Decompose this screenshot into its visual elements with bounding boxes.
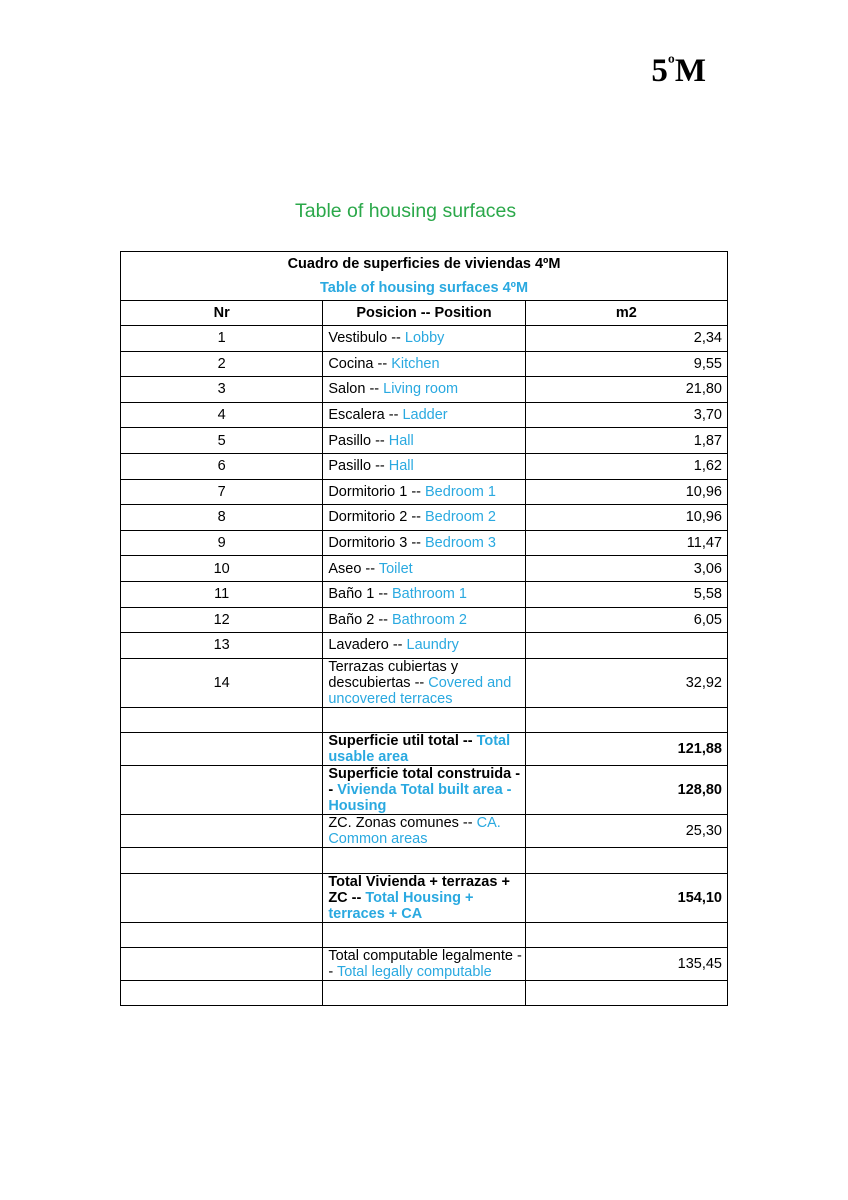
position-label-es: Superficie total construida -- — [328, 766, 521, 799]
row-position — [323, 922, 525, 947]
position-label-es: Terrazas cubiertas y descubiertas -- — [328, 658, 459, 691]
row-area-m2: 21,80 — [525, 377, 727, 403]
position-label-en: Lobby — [404, 330, 445, 347]
row-number: 2 — [121, 351, 323, 377]
column-header-m2: m2 — [525, 301, 727, 326]
row-position — [323, 947, 525, 980]
row-number — [121, 848, 323, 874]
table-row — [121, 351, 728, 377]
row-area-m2: 121,88 — [525, 733, 727, 766]
row-number: 5 — [121, 428, 323, 454]
row-number — [121, 733, 323, 766]
row-area-m2: 135,45 — [525, 947, 727, 980]
row-area-m2: 3,06 — [525, 556, 727, 582]
row-number: 10 — [121, 556, 323, 582]
surfaces-rows — [121, 326, 728, 1006]
row-position — [323, 428, 525, 454]
page-title-letter: M — [674, 53, 706, 89]
row-area-m2: 3,70 — [525, 402, 727, 428]
row-position — [323, 607, 525, 633]
row-area-m2: 9,55 — [525, 351, 727, 377]
table-title-row-es — [121, 252, 728, 277]
row-position — [323, 556, 525, 582]
position-label-en: Ladder — [402, 407, 448, 424]
table-row — [121, 633, 728, 659]
table-row — [121, 453, 728, 479]
position-label-en: Total Housing + terraces + CA — [328, 889, 474, 922]
row-area-m2 — [525, 707, 727, 733]
row-area-m2: 2,34 — [525, 326, 727, 352]
page-title — [651, 52, 706, 90]
row-area-m2 — [525, 922, 727, 947]
position-label-en: Bedroom 3 — [425, 535, 496, 552]
position-label-es: Baño 2 -- — [328, 611, 392, 628]
row-number: 9 — [121, 530, 323, 556]
position-label-es: Superficie util total -- — [328, 733, 477, 750]
row-number: 7 — [121, 479, 323, 505]
position-label-es: Aseo -- — [328, 560, 379, 577]
row-position — [323, 633, 525, 659]
table-row — [121, 479, 728, 505]
row-area-m2: 10,96 — [525, 505, 727, 531]
table-row — [121, 607, 728, 633]
row-area-m2: 11,47 — [525, 530, 727, 556]
row-area-m2: 32,92 — [525, 658, 727, 707]
row-position — [323, 766, 525, 815]
row-number: 8 — [121, 505, 323, 531]
row-position — [323, 351, 525, 377]
position-label-es: Pasillo -- — [328, 458, 389, 475]
row-area-m2: 154,10 — [525, 873, 727, 922]
row-number — [121, 922, 323, 947]
row-area-m2: 6,05 — [525, 607, 727, 633]
page-title-number: 5 — [651, 53, 668, 89]
table-row — [121, 530, 728, 556]
position-label-en: Toilet — [378, 560, 413, 577]
position-label-es: Lavadero -- — [328, 637, 407, 654]
surfaces-table-body — [121, 252, 728, 326]
table-title-en: Table of housing surfaces 4ºM — [121, 276, 728, 301]
spacer-row — [121, 848, 728, 874]
row-position — [323, 873, 525, 922]
position-label-es: Dormitorio 2 -- — [328, 509, 426, 526]
row-position — [323, 453, 525, 479]
table-row — [121, 326, 728, 352]
row-number — [121, 980, 323, 1005]
surfaces-table — [120, 251, 728, 1006]
row-position — [323, 707, 525, 733]
row-number: 1 — [121, 326, 323, 352]
row-area-m2: 25,30 — [525, 815, 727, 848]
column-header-position: Posicion -- Position — [323, 301, 525, 326]
row-number: 12 — [121, 607, 323, 633]
position-label-es: Total computable legalmente -- — [328, 947, 522, 980]
table-row — [121, 581, 728, 607]
table-row — [121, 556, 728, 582]
position-label-es: Pasillo -- — [328, 432, 389, 449]
table-row — [121, 377, 728, 403]
position-label-es: Escalera -- — [328, 407, 403, 424]
row-position — [323, 733, 525, 766]
position-label-en: Bathroom 1 — [392, 586, 467, 603]
table-row — [121, 505, 728, 531]
grand-total-row — [121, 873, 728, 922]
row-area-m2 — [525, 633, 727, 659]
position-label-en: Bedroom 2 — [425, 509, 496, 526]
row-position — [323, 505, 525, 531]
row-position — [323, 815, 525, 848]
row-position — [323, 980, 525, 1005]
position-label-es: Vestibulo -- — [328, 330, 405, 347]
row-position — [323, 530, 525, 556]
row-number — [121, 707, 323, 733]
row-position — [323, 326, 525, 352]
position-label-es: Total Vivienda + terrazas + ZC -- — [328, 873, 510, 906]
position-label-es: ZC. Zonas comunes -- — [328, 815, 477, 832]
row-number: 6 — [121, 453, 323, 479]
spacer-row — [121, 707, 728, 733]
table-title-row-en — [121, 276, 728, 301]
table-row — [121, 402, 728, 428]
position-label-en: Covered and uncovered terraces — [328, 674, 512, 707]
table-column-header-row — [121, 301, 728, 326]
row-position — [323, 377, 525, 403]
legal-total-row — [121, 947, 728, 980]
table-row — [121, 658, 728, 707]
row-area-m2: 128,80 — [525, 766, 727, 815]
total-row — [121, 766, 728, 815]
position-label-es: Cocina -- — [328, 355, 392, 372]
position-label-en: Total usable area — [328, 733, 511, 766]
position-label-es: Salon -- — [328, 381, 384, 398]
position-label-en: Laundry — [406, 637, 459, 654]
position-label-en: Bathroom 2 — [392, 611, 467, 628]
row-area-m2: 5,58 — [525, 581, 727, 607]
row-position — [323, 402, 525, 428]
row-area-m2 — [525, 848, 727, 874]
position-label-en: Hall — [388, 432, 414, 449]
row-position — [323, 848, 525, 874]
position-label-en: Kitchen — [391, 355, 440, 372]
row-number: 11 — [121, 581, 323, 607]
total-row — [121, 815, 728, 848]
gap-row — [121, 922, 728, 947]
tail-row — [121, 980, 728, 1005]
position-label-en: CA. Common areas — [328, 815, 501, 848]
row-area-m2: 1,62 — [525, 453, 727, 479]
position-label-en: Vivienda Total built area - Housing — [328, 782, 512, 815]
position-label-en: Total legally computable — [336, 963, 492, 980]
page-title-ordinal: º — [667, 52, 675, 76]
row-area-m2 — [525, 980, 727, 1005]
row-number: 14 — [121, 658, 323, 707]
position-label-en: Hall — [388, 458, 414, 475]
total-row — [121, 733, 728, 766]
row-number — [121, 815, 323, 848]
table-row — [121, 428, 728, 454]
row-position — [323, 581, 525, 607]
surfaces-table-wrapper — [120, 251, 728, 1006]
row-number — [121, 873, 323, 922]
position-label-es: Dormitorio 1 -- — [328, 483, 426, 500]
row-area-m2: 1,87 — [525, 428, 727, 454]
position-label-es: Baño 1 -- — [328, 586, 392, 603]
row-area-m2: 10,96 — [525, 479, 727, 505]
row-number — [121, 766, 323, 815]
position-label-en: Living room — [383, 381, 459, 398]
row-number: 13 — [121, 633, 323, 659]
row-position — [323, 479, 525, 505]
column-header-nr: Nr — [121, 301, 323, 326]
row-number — [121, 947, 323, 980]
row-position — [323, 658, 525, 707]
section-subtitle: Table of housing surfaces — [295, 200, 517, 222]
position-label-es: Dormitorio 3 -- — [328, 535, 426, 552]
table-title-es: Cuadro de superficies de viviendas 4ºM — [121, 252, 728, 277]
row-number: 4 — [121, 402, 323, 428]
row-number: 3 — [121, 377, 323, 403]
position-label-en: Bedroom 1 — [425, 483, 496, 500]
